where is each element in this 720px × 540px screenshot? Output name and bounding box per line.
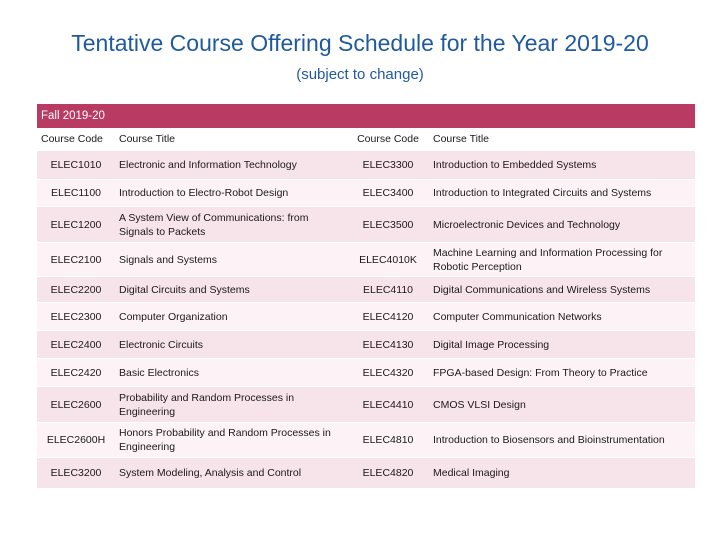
course-title-cell: Honors Probability and Random Processes in Engineering [115, 423, 347, 458]
course-code-cell: ELEC3200 [37, 458, 115, 488]
table-row [37, 303, 695, 331]
course-title-cell: Introduction to Biosensors and Bioinstrumentation [429, 423, 695, 458]
course-code-cell: ELEC1200 [37, 207, 115, 243]
course-code-header: Course Code [347, 128, 429, 151]
table-row [37, 331, 695, 359]
course-title-cell: System Modeling, Analysis and Control [115, 458, 347, 488]
course-title-cell: Electronic Circuits [115, 331, 347, 359]
table-row [37, 387, 695, 423]
course-title-cell: Microelectronic Devices and Technology [429, 207, 695, 243]
course-code-cell: ELEC1100 [37, 180, 115, 207]
table-row [37, 207, 695, 243]
course-code-cell: ELEC3500 [347, 207, 429, 243]
course-title-cell: Digital Communications and Wireless Systems [429, 277, 695, 303]
course-code-cell: ELEC4130 [347, 331, 429, 359]
course-title-cell: Machine Learning and Information Processing for Robotic Perception [429, 243, 695, 277]
table-row [37, 423, 695, 458]
course-code-cell: ELEC3300 [347, 151, 429, 180]
course-title-cell: Medical Imaging [429, 458, 695, 488]
course-title-cell: A System View of Communications: from Signals to Packets [115, 207, 347, 243]
course-code-cell: ELEC2400 [37, 331, 115, 359]
course-code-cell: ELEC2200 [37, 277, 115, 303]
table-row [37, 359, 695, 387]
course-schedule-table [37, 104, 695, 488]
course-code-cell: ELEC2600H [37, 423, 115, 458]
course-code-cell: ELEC2420 [37, 359, 115, 387]
course-title-header: Course Title [115, 128, 347, 151]
course-title-cell: Probability and Random Processes in Engineering [115, 387, 347, 423]
course-code-cell: ELEC4110 [347, 277, 429, 303]
course-code-cell: ELEC4010K [347, 243, 429, 277]
table-row [37, 180, 695, 207]
course-code-cell: ELEC3400 [347, 180, 429, 207]
course-title-cell: Computer Organization [115, 303, 347, 331]
course-title-cell: FPGA-based Design: From Theory to Practice [429, 359, 695, 387]
course-code-cell: ELEC4320 [347, 359, 429, 387]
page-subtitle: (subject to change) [296, 66, 424, 83]
course-code-cell: ELEC2600 [37, 387, 115, 423]
term-header-row [37, 104, 695, 128]
course-title-cell: Digital Image Processing [429, 331, 695, 359]
course-code-header: Course Code [37, 128, 115, 151]
course-title-cell: Computer Communication Networks [429, 303, 695, 331]
course-title-cell: CMOS VLSI Design [429, 387, 695, 423]
course-code-cell: ELEC4810 [347, 423, 429, 458]
course-title-cell: Signals and Systems [115, 243, 347, 277]
course-code-cell: ELEC4120 [347, 303, 429, 331]
course-title-cell: Introduction to Integrated Circuits and Systems [429, 180, 695, 207]
table-row [37, 243, 695, 277]
course-code-cell: ELEC2100 [37, 243, 115, 277]
table-row [37, 277, 695, 303]
course-title-cell: Digital Circuits and Systems [115, 277, 347, 303]
term-label: Fall 2019-20 [37, 104, 695, 128]
course-title-cell: Introduction to Embedded Systems [429, 151, 695, 180]
table-row [37, 458, 695, 488]
page-title: Tentative Course Offering Schedule for the Year 2019-20 [71, 30, 649, 56]
course-title-cell: Electronic and Information Technology [115, 151, 347, 180]
course-code-cell: ELEC2300 [37, 303, 115, 331]
course-title-cell: Introduction to Electro-Robot Design [115, 180, 347, 207]
course-code-cell: ELEC4410 [347, 387, 429, 423]
course-code-cell: ELEC1010 [37, 151, 115, 180]
course-title-header: Course Title [429, 128, 695, 151]
course-code-cell: ELEC4820 [347, 458, 429, 488]
course-title-cell: Basic Electronics [115, 359, 347, 387]
table-row [37, 151, 695, 180]
column-header-row [37, 128, 695, 151]
